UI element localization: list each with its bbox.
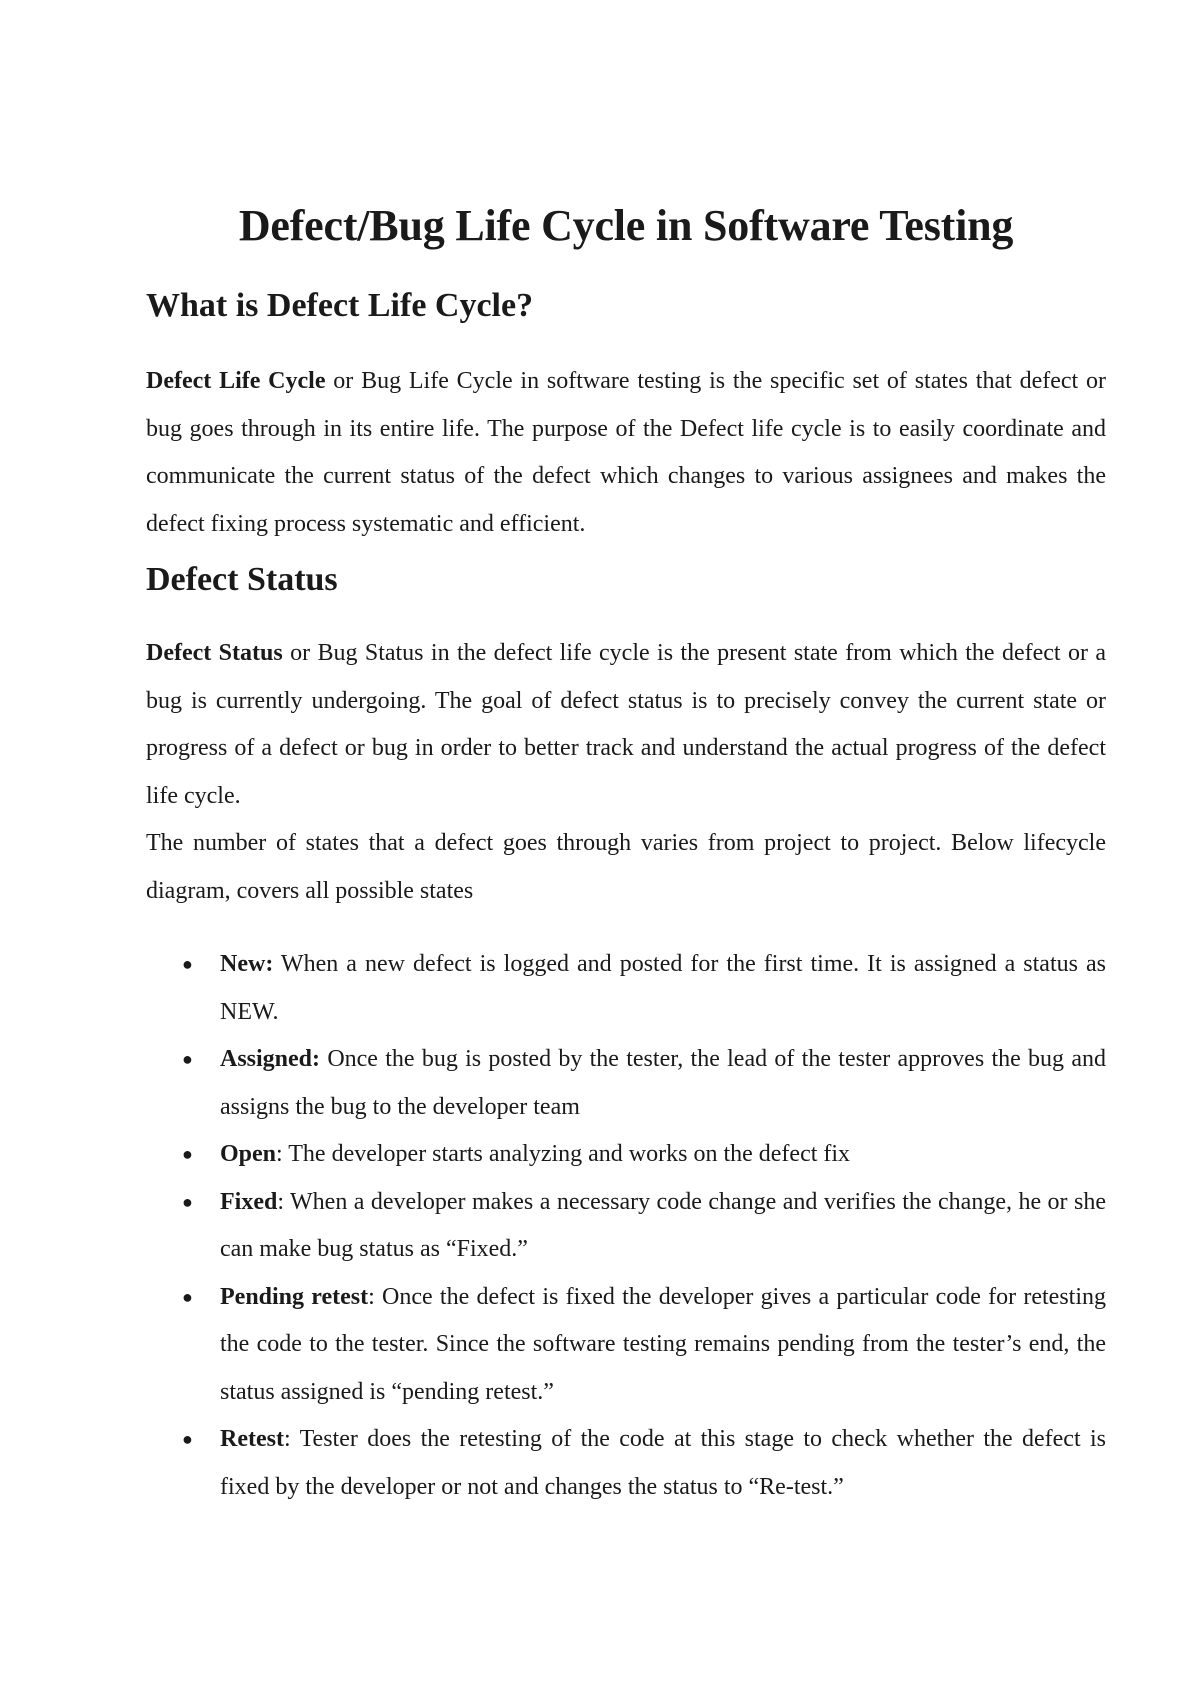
state-description: : Once the defect is fixed the developer gives a particular code for retesting the code to the tester. Since the software testing remains pending from the tester’s end, the status assigned is “pending retest.” [220, 1283, 1107, 1405]
list-item-fixed [146, 1179, 1106, 1274]
bullet-icon: ● [182, 1049, 193, 1069]
document-title: Defect/Bug Life Cycle in Software Testing [238, 201, 1014, 250]
state-term: Open [220, 1141, 277, 1167]
state-term: Retest [220, 1426, 284, 1452]
defect-status-paragraph [146, 630, 1106, 820]
states-intro-paragraph: The number of states that a defect goes through varies from project to project. Below lifecycle diagram, covers all possible states [146, 830, 1106, 904]
section-heading-what-is: What is Defect Life Cycle? [146, 287, 534, 324]
bullet-icon: ● [182, 1191, 193, 1212]
bullet-icon: ● [182, 1429, 193, 1449]
state-term: Assigned: [220, 1046, 321, 1072]
list-item-new [146, 941, 1106, 1036]
defect-status-body: or Bug Status in the defect life cycle is the present state from which the defect or a bug is currently undergoing. The goal of defect status is to precisely convey the current state or progress of a defect or bug in order to better track and understand the actual progress of the defect life cycle. [146, 640, 1107, 809]
section-heading-defect-status: Defect Status [146, 561, 338, 598]
list-item-pending-retest [146, 1274, 1106, 1417]
bullet-icon: ● [182, 1286, 193, 1307]
state-term: Fixed [220, 1188, 278, 1215]
bullet-icon: ● [182, 954, 193, 974]
state-description: : When a developer makes a necessary code change and verifies the change, he or she can make bug status as “Fixed.” [220, 1188, 1106, 1262]
document-page [146, 196, 1106, 1511]
what-is-paragraph [146, 358, 1106, 548]
what-is-lead-term: Defect Life Cycle [146, 368, 326, 394]
defect-status-lead-term: Defect Status [146, 640, 283, 666]
list-item-assigned [146, 1036, 1106, 1131]
state-description: : The developer starts analyzing and works on the defect fix [276, 1141, 851, 1167]
list-item-open [146, 1131, 1106, 1179]
state-term: New: [220, 951, 274, 977]
state-description: : Tester does the retesting of the code at this stage to check whether the defect is fixed by the developer or not and changes the status to “Re-test.” [220, 1426, 1106, 1500]
what-is-body: or Bug Life Cycle in software testing is the specific set of states that defect or bug goes through in its entire life. The purpose of the Defect life cycle is to easily coordinate and communicate the current status of the defect which changes to various assignees and makes the defect fixing process systematic and efficient. [146, 368, 1106, 537]
list-item-retest [146, 1416, 1106, 1511]
state-description: When a new defect is logged and posted for the first time. It is assigned a status as NEW. [220, 951, 1106, 1025]
state-description: Once the bug is posted by the tester, the lead of the tester approves the bug and assigns the bug to the developer team [220, 1046, 1106, 1120]
defect-states-list [146, 941, 1106, 1511]
bullet-icon: ● [182, 1144, 193, 1164]
state-term: Pending retest [220, 1283, 369, 1310]
